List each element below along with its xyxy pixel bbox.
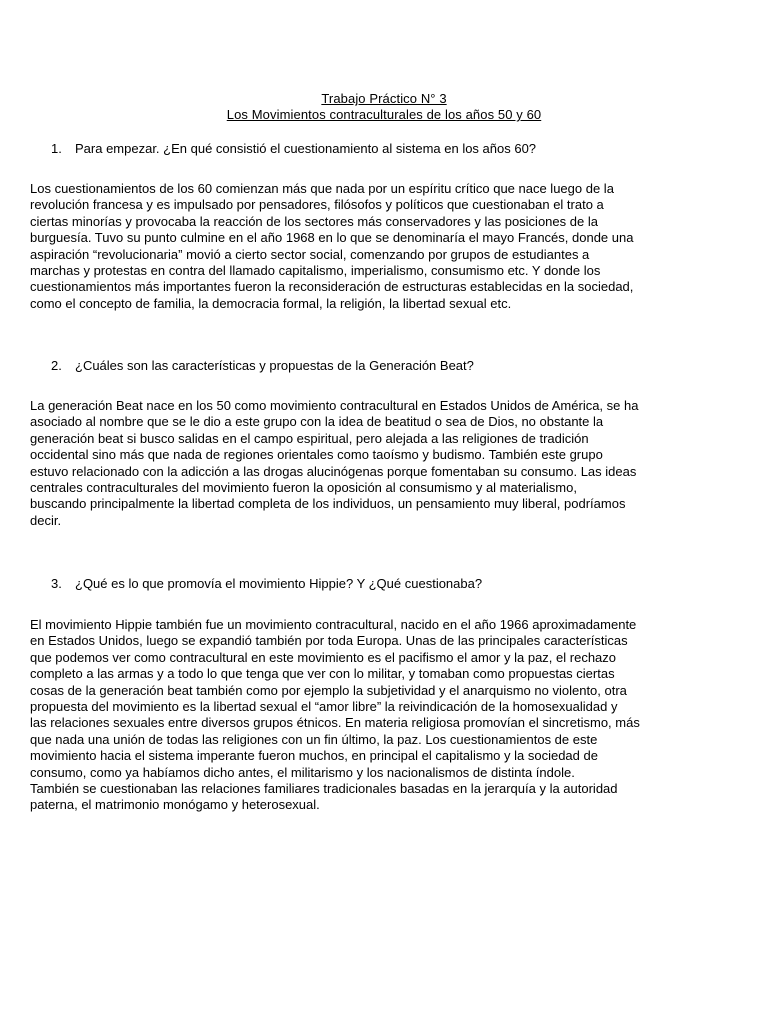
answer-3	[30, 617, 640, 814]
answer-line: Los cuestionamientos de los 60 comienzan más que nada por un espíritu crítico que nace luego de la	[30, 181, 614, 196]
question-text: ¿Cuáles son las características y propuestas de la Generación Beat?	[75, 358, 474, 373]
answer-line: burguesía. Tuvo su punto culmine en el año 1968 en lo que se denominaría el mayo Francés, donde una	[30, 230, 634, 246]
answer-line: occidental sino más que nada de regiones orientales como taoísmo y budismo. También este grupo	[30, 447, 603, 463]
answer-line: generación beat si busco salidas en el campo espiritual, pero alejada a las religiones de tradición	[30, 430, 589, 446]
answer-line: También se cuestionaban las relaciones familiares tradicionales basadas en la jerarquía y la autoridad	[30, 781, 618, 797]
answer-line: centrales contraculturales del movimiento fueron la oposición al consumismo y al materialismo,	[30, 480, 577, 496]
question-text: ¿Qué es lo que promovía el movimiento Hippie? Y ¿Qué cuestionaba?	[75, 576, 483, 591]
answer-line: como el concepto de familia, la democracia formal, la religión, la libertad sexual etc.	[30, 295, 512, 311]
question-number: 1.	[51, 141, 62, 156]
answer-line: las relaciones sexuales entre diversos grupos étnicos. En materia religiosa promovían el sincretismo, más	[30, 715, 640, 731]
document-title: Trabajo Práctico N° 3	[321, 91, 447, 106]
answer-line: en Estados Unidos, luego se expandió también por toda Europa. Unas de las principales características	[30, 633, 628, 649]
answer-line: completo a las armas y a todo lo que tenga que ver con lo militar, y tomaban como propuestas ciertas	[30, 666, 615, 682]
answer-line: decir.	[30, 512, 62, 528]
answer-line: propuesta del movimiento es la libertad sexual el “amor libre” la reivindicación de la homosexualidad y	[30, 699, 618, 715]
answer-line: revolución francesa y es impulsado por pensadores, filósofos y políticos que cuestionaban el trato a	[30, 197, 604, 213]
question-number: 2.	[51, 358, 62, 373]
answer-line: ciertas minorías y provocaba la reacción de los sectores más conservadores y las posiciones de la	[30, 213, 598, 229]
question-1	[51, 141, 536, 157]
document-header	[0, 91, 768, 123]
answer-line: marchas y protestas en contra del llamado capitalismo, imperialismo, consumismo etc. Y donde los	[30, 263, 601, 279]
question-3	[51, 576, 482, 592]
answer-line: estuvo relacionado con la adicción a las drogas alucinógenas porque fomentaban su consumo. Las ideas	[30, 463, 637, 479]
answer-line: buscando principalmente la libertad completa de los individuos, un pensamiento muy liberal, podríamos	[30, 496, 626, 512]
answer-line: asociado al nombre que se le dio a este grupo con la idea de beatitud o sea de Dios, no obstante la	[30, 414, 604, 430]
question-number: 3.	[51, 576, 62, 591]
answer-line: cosas de la generación beat también como por ejemplo la subjetividad y el anarquismo no violento, otra	[30, 682, 627, 698]
answer-1	[30, 181, 633, 312]
answer-line: que nada una unión de todas las religiones con un fin último, la paz. Los cuestionamientos de este	[30, 731, 598, 747]
answer-line: cuestionamientos más importantes fueron la reconsideración de estructuras establecidas en la sociedad,	[30, 279, 634, 295]
answer-line: aspiración “revolucionaria” movió a cierto sector social, comenzando por grupos de estudiantes a	[30, 246, 590, 262]
answer-2	[30, 398, 638, 529]
answer-line: que podemos ver como contracultural en este movimiento es el pacifismo el amor y la paz, el rechazo	[30, 649, 617, 665]
answer-line: La generación Beat nace en los 50 como movimiento contracultural en Estados Unidos de América, se ha	[30, 398, 639, 413]
question-text: Para empezar. ¿En qué consistió el cuestionamiento al sistema en los años 60?	[75, 141, 537, 156]
answer-line: movimiento hacia el sistema imperante fueron muchos, en principal el capitalismo y la sociedad de	[30, 748, 598, 764]
document-subtitle: Los Movimientos contraculturales de los años 50 y 60	[226, 107, 542, 122]
answer-line: El movimiento Hippie también fue un movimiento contracultural, nacido en el año 1966 aproximadamente	[30, 617, 637, 632]
answer-line: paterna, el matrimonio monógamo y heterosexual.	[30, 797, 320, 813]
question-2	[51, 358, 474, 374]
answer-line: consumo, como ya habíamos dicho antes, el militarismo y los nacionalismos de distinta índole.	[30, 764, 575, 780]
